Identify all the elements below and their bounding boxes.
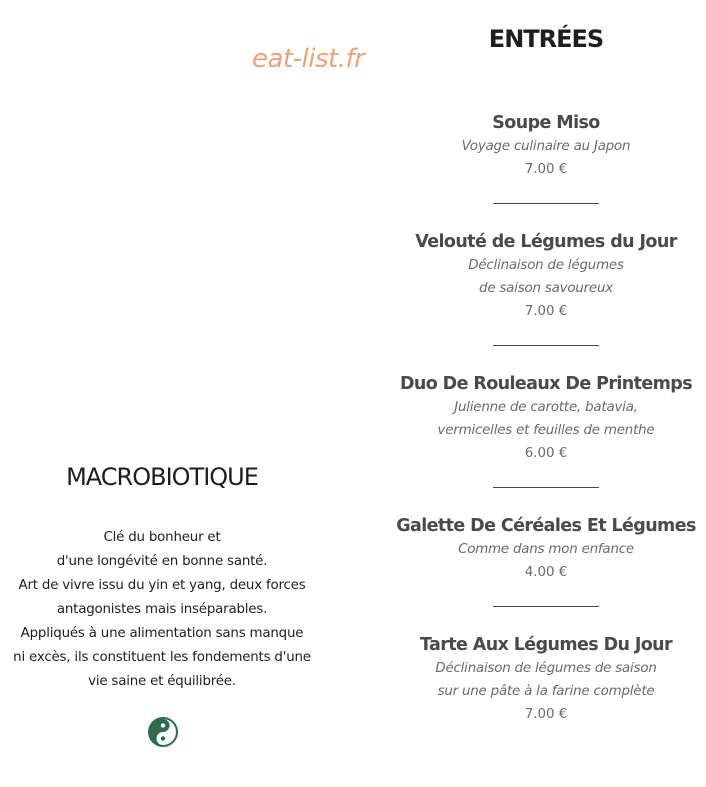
watermark: eat-list.fr xyxy=(252,44,365,74)
description-line: vie saine et équilibrée. xyxy=(88,674,236,689)
separator-line xyxy=(493,487,599,488)
menu-item-description-line: Comme dans mon enfance xyxy=(458,542,634,557)
menu-item-name: Soupe Miso xyxy=(492,113,600,133)
menu-item-price: 4.00 € xyxy=(524,565,568,580)
menu-item-description xyxy=(385,254,706,300)
menu-item-name: Duo De Rouleaux De Printemps xyxy=(399,374,693,394)
menu-item-description xyxy=(385,135,706,158)
menu-item-description-line: Déclinaison de légumes de saison xyxy=(435,661,657,676)
menu-item-price: 7.00 € xyxy=(524,162,568,177)
menu-item-price: 7.00 € xyxy=(524,304,568,319)
section-title-entrees: ENTRÉES xyxy=(488,25,604,53)
yin-yang-icon xyxy=(147,716,179,748)
menu-item-description-line: vermicelles et feuilles de menthe xyxy=(437,423,655,438)
menu-item-name: Tarte Aux Légumes Du Jour xyxy=(419,635,673,655)
menu-item-description-line: sur une pâte à la farine complète xyxy=(437,684,655,699)
menu-item xyxy=(385,111,706,181)
description-line: Clé du bonheur et xyxy=(103,530,221,545)
description-line: ni excès, ils constituent les fondements d'une xyxy=(13,650,311,665)
menu-item-description-line: Julienne de carotte, batavia, xyxy=(454,400,638,415)
menu-item xyxy=(385,372,706,465)
description-line: d'une longévité en bonne santé. xyxy=(56,554,268,569)
section-title-macrobiotique: MACROBIOTIQUE xyxy=(66,463,258,491)
macrobiotique-section xyxy=(0,462,324,694)
menu-item xyxy=(385,633,706,726)
description-line: Art de vivre issu du yin et yang, deux forces xyxy=(18,578,306,593)
separator-line xyxy=(493,345,599,346)
description-line: Appliqués à une alimentation sans manque xyxy=(20,626,304,641)
menu-item-price: 7.00 € xyxy=(524,707,568,722)
separator-line xyxy=(493,203,599,204)
menu-item-price: 6.00 € xyxy=(524,446,568,461)
description-line: antagonistes mais inséparables. xyxy=(56,602,268,617)
macrobiotique-description xyxy=(0,526,324,694)
menu-item xyxy=(385,230,706,323)
entrees-section xyxy=(385,22,706,726)
menu-item-description xyxy=(385,396,706,442)
menu-item-description-line: de saison savoureux xyxy=(479,281,613,296)
menu-item-name: Velouté de Légumes du Jour xyxy=(415,232,677,252)
menu-item-description xyxy=(385,657,706,703)
menu-item-description xyxy=(385,538,706,561)
menu-item-description-line: Voyage culinaire au Japon xyxy=(461,139,631,154)
menu-item-description-line: Déclinaison de légumes xyxy=(468,258,624,273)
menu-item-name: Galette De Céréales Et Légumes xyxy=(396,516,696,536)
menu-item xyxy=(385,514,706,584)
separator-line xyxy=(493,606,599,607)
